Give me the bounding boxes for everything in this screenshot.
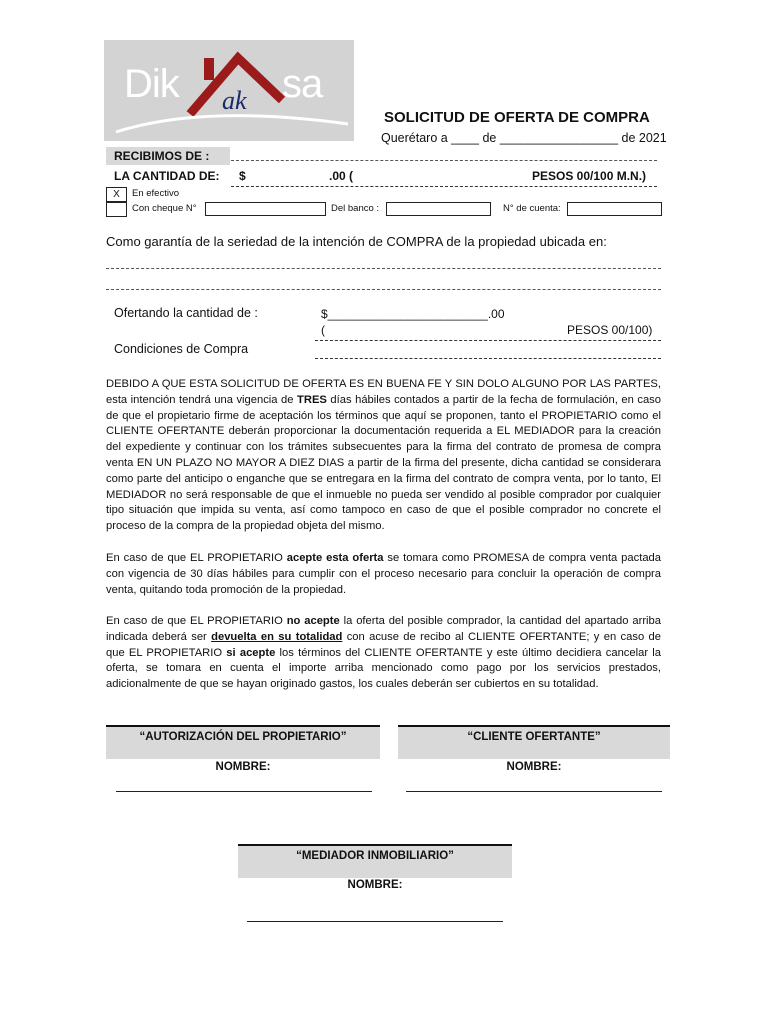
firma-mediador-nombre-label: NOMBRE: (347, 879, 403, 891)
direccion-line-2[interactable] (106, 288, 661, 290)
condiciones-label: Condiciones de Compra (114, 342, 249, 356)
cuenta-label: N° de cuenta: (503, 203, 561, 214)
page-title: SOLICITUD DE OFERTA DE COMPRA (384, 109, 650, 126)
ofertando-label: Ofertando la cantidad de : (114, 306, 258, 320)
cuenta-field[interactable] (567, 202, 662, 216)
firma-mediador-line[interactable] (247, 920, 503, 922)
ofertando-paren: ( (321, 323, 325, 337)
cantidad-label: LA CANTIDAD DE: (114, 169, 220, 183)
date-line: Querétaro a ____ de _________________ de 2021 (381, 131, 667, 145)
cheque-checkbox[interactable] (106, 202, 127, 217)
firma-propietario-nombre-label: NOMBRE: (215, 761, 271, 773)
company-logo (104, 40, 354, 141)
firma-cliente-header: “CLIENTE OFERTANTE” (398, 725, 670, 759)
banco-field[interactable] (386, 202, 491, 216)
condiciones-line[interactable] (315, 357, 661, 359)
ofertando-pesos: PESOS 00/100) (567, 323, 653, 337)
logo-text-left: Dik (124, 62, 179, 106)
efectivo-checkbox[interactable]: X (106, 187, 127, 202)
cantidad-pesos: PESOS 00/100 M.N.) (532, 169, 647, 183)
recibimos-line[interactable] (231, 159, 657, 161)
firma-propietario-header: “AUTORIZACIÓN DEL PROPIETARIO” (106, 725, 380, 759)
firma-cliente-line[interactable] (406, 790, 662, 792)
firma-mediador-header: “MEDIADOR INMOBILIARIO” (238, 844, 512, 878)
cantidad-cents: .00 ( (329, 169, 354, 183)
ofertando-amount[interactable]: $________________________.00 (321, 307, 505, 321)
recibimos-label: RECIBIMOS DE : (106, 147, 230, 165)
banco-label: Del banco : (331, 203, 380, 214)
cheque-number-field[interactable] (205, 202, 326, 216)
firma-cliente-nombre-label: NOMBRE: (506, 761, 562, 773)
firma-propietario-line[interactable] (116, 790, 372, 792)
ofertando-line[interactable] (315, 339, 661, 341)
cantidad-dollar: $ (239, 169, 246, 183)
logo-text-right: sa (282, 62, 323, 106)
logo-swoosh-icon (114, 106, 350, 138)
logo-text-mid: ak (222, 86, 247, 115)
cheque-label: Con cheque N° (132, 203, 197, 214)
efectivo-label: En efectivo (132, 188, 179, 199)
garantia-text: Como garantía de la seriedad de la intención de COMPRA de la propiedad ubicada en: (106, 234, 607, 249)
clausula-vigencia: DEBIDO A QUE ESTA SOLICITUD DE OFERTA ES EN BUENA FE Y SIN DOLO ALGUNO POR LAS PARTES, esta intención tendrá una vigencia de TRES días hábiles contados a partir de la fecha de formulación, en caso de que el propietario firme de aceptación los términos que aquí se proponen, tanto el PROPIETARIO como el CLIENTE OFERTANTE deberán proporcionar la documentación requerida a EL MEDIADOR para la creación del expediente y continuar con los trámites subsecuentes para la firma del contrato de promesa de compra venta EN UN PLAZO NO MAYOR A DIEZ DIAS a partir de la firma del presente, dicha cantidad se considerara como parte del anticipo o enganche que se entregara en la firma del contrato de compra venta, por lo tanto, El MEDIADOR no será responsable de que el inmueble no pueda ser vendido al posible comprador por cualquier tipo situación que impida su venta, así como tampoco en caso de que el posible comprador no concrete el proceso de la compra de la propiedad objeta del mismo. (106, 378, 661, 533)
clausula-acepta: En caso de que EL PROPIETARIO acepte esta oferta se tomara como PROMESA de compra venta pactada con vigencia de 30 días hábiles para cumplir con el proceso necesario para concluir la operación de compra venta, quitando toda promoción de la propiedad. (106, 552, 661, 596)
cantidad-line[interactable] (231, 185, 657, 187)
clausula-no-acepta: En caso de que EL PROPIETARIO no acepte la oferta del posible comprador, la cantidad del apartado arriba indicada deberá ser devuelta en su totalidad con acuse de recibo al CLIENTE OFERTANTE; y en caso de que EL PROPIETARIO si acepte los términos del CLIENTE OFERTANTE y este último decidiera cancelar la oferta, se tomara en cuenta el importe arriba mencionado como pago por los servicios prestados, adicionalmente de que se hayan originado gastos, los cuales deberán ser cubiertos en su totalidad. (106, 615, 662, 691)
direccion-line-1[interactable] (106, 267, 661, 269)
